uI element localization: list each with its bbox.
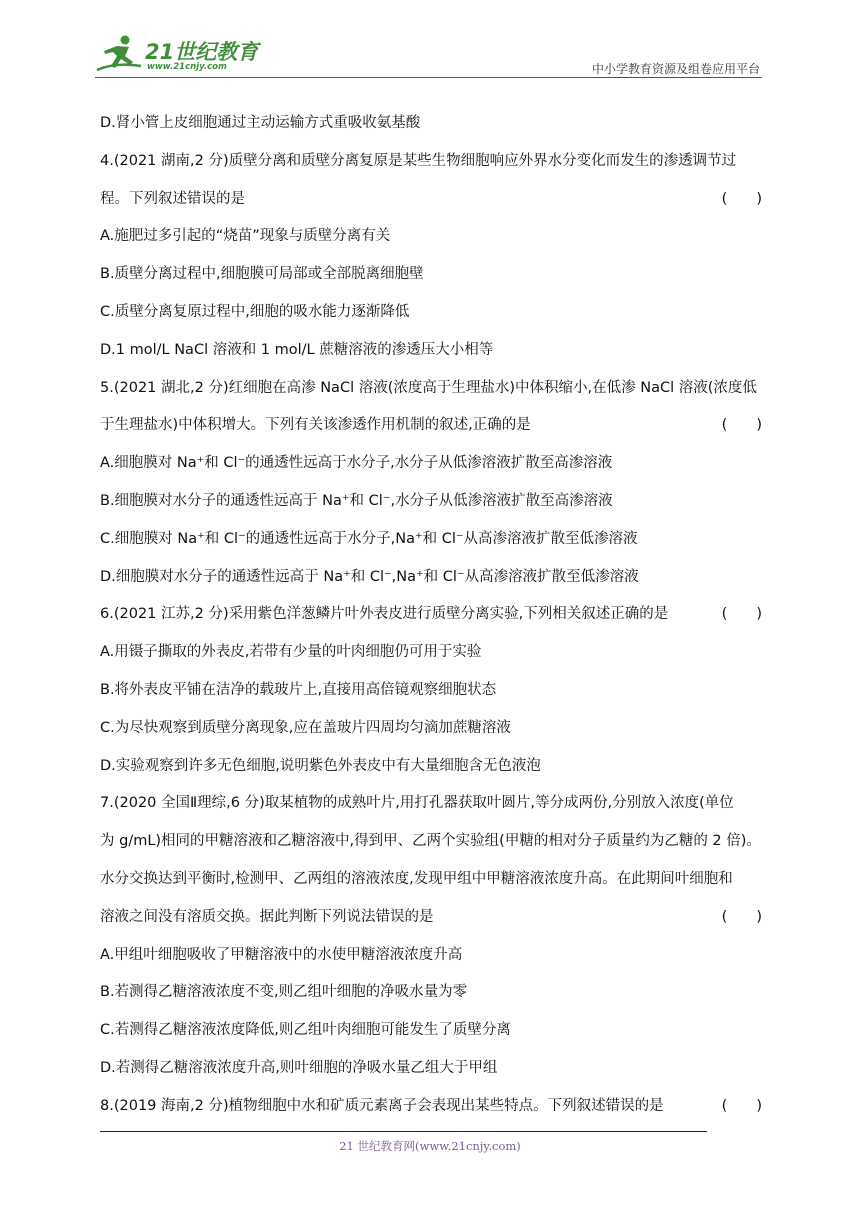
option-a: A.施肥过多引起的“烧苗”现象与质壁分离有关	[100, 228, 391, 245]
option-c: C.细胞膜对 Na⁺和 Cl⁻的通透性远高于水分子,Na⁺和 Cl⁻从高渗溶液扩散至低渗溶液	[100, 530, 638, 547]
option-b: B.将外表皮平铺在洁净的载玻片上,直接用高倍镜观察细胞状态	[100, 681, 497, 698]
question-7-stem: 溶液之间没有溶质交换。据此判断下列说法错误的是 ( )	[100, 904, 762, 942]
answer-bracket: ( )	[721, 190, 762, 207]
logo-text: 21世纪教育	[145, 40, 259, 64]
question-5-stem: 于生理盐水)中体积增大。下列有关该渗透作用机制的叙述,正确的是 ( )	[100, 412, 762, 450]
option-a: A.甲组叶细胞吸收了甲糖溶液中的水使甲糖溶液浓度升高	[100, 946, 463, 963]
option-a: A.用镊子撕取的外表皮,若带有少量的叶肉细胞仍可用于实验	[100, 644, 482, 661]
option-b: B.质壁分离过程中,细胞膜可局部或全部脱离细胞壁	[100, 266, 424, 283]
answer-bracket: ( )	[721, 908, 762, 925]
site-logo[interactable]	[95, 32, 265, 76]
option-d: D.实验观察到许多无色细胞,说明紫色外表皮中有大量细胞含无色液泡	[100, 757, 541, 774]
page-header	[95, 32, 762, 80]
question-7-stem: 水分交换达到平衡时,检测甲、乙两组的溶液浓度,发现甲组中甲糖溶液浓度升高。在此期间叶细胞和	[100, 870, 733, 887]
option-c: C.若测得乙糖溶液浓度降低,则乙组叶肉细胞可能发生了质壁分离	[100, 1022, 511, 1039]
runner-logo-icon	[95, 32, 145, 76]
question-4-stem: 程。下列叙述错误的是 ( )	[100, 186, 762, 224]
footer-text[interactable]: 21 世纪教育网(www.21cnjy.com)	[339, 1139, 521, 1153]
question-8-stem: 8.(2019 海南,2 分)植物细胞中水和矿质元素离子会表现出某些特点。下列叙述错误的是 ( )	[100, 1093, 762, 1131]
option-b: B.细胞膜对水分子的通透性远高于 Na⁺和 Cl⁻,水分子从低渗溶液扩散至高渗溶液	[100, 492, 613, 509]
header-divider	[95, 77, 762, 78]
option-d: D.若测得乙糖溶液浓度升高,则叶细胞的净吸水量乙组大于甲组	[100, 1059, 498, 1076]
question-7-stem: 7.(2020 全国Ⅱ理综,6 分)取某植物的成熟叶片,用打孔器获取叶圆片,等分成两份,分别放入浓度(单位	[100, 795, 734, 812]
document-body	[100, 110, 762, 1131]
answer-bracket: ( )	[721, 417, 762, 434]
question-7-stem: 为 g/mL)相同的甲糖溶液和乙糖溶液中,得到甲、乙两个实验组(甲糖的相对分子质量约为乙糖的 2 倍)。	[100, 833, 761, 850]
question-6-stem: 6.(2021 江苏,2 分)采用紫色洋葱鳞片叶外表皮进行质壁分离实验,下列相关叙述正确的是 ( )	[100, 601, 762, 639]
question-5-stem: 5.(2021 湖北,2 分)红细胞在高渗 NaCl 溶液(浓度高于生理盐水)中体积缩小,在低渗 NaCl 溶液(浓度低	[100, 379, 757, 396]
answer-bracket: ( )	[721, 1097, 762, 1114]
option-b: B.若测得乙糖溶液浓度不变,则乙组叶细胞的净吸水量为零	[100, 984, 468, 1001]
header-slogan: 中小学教育资源及组卷应用平台	[591, 62, 760, 76]
option-c: C.质壁分离复原过程中,细胞的吸水能力逐渐降低	[100, 303, 410, 320]
question-4-stem: 4.(2021 湖南,2 分)质壁分离和质壁分离复原是某些生物细胞响应外界水分变化而发生的渗透调节过	[100, 152, 737, 169]
option-d: D.细胞膜对水分子的通透性远高于 Na⁺和 Cl⁻,Na⁺和 Cl⁻从高渗溶液扩散至低渗溶液	[100, 568, 639, 585]
logo-url: www.21cnjy.com	[147, 62, 227, 72]
option-a: A.细胞膜对 Na⁺和 Cl⁻的通透性远高于水分子,水分子从低渗溶液扩散至高渗溶液	[100, 455, 613, 472]
option-d: D.1 mol/L NaCl 溶液和 1 mol/L 蔗糖溶液的渗透压大小相等	[100, 341, 494, 358]
answer-bracket: ( )	[721, 606, 762, 623]
option-c: C.为尽快观察到质壁分离现象,应在盖玻片四周均匀滴加蔗糖溶液	[100, 719, 511, 736]
text-line: D.肾小管上皮细胞通过主动运输方式重吸收氨基酸	[100, 115, 421, 131]
footer-divider	[100, 1131, 707, 1132]
